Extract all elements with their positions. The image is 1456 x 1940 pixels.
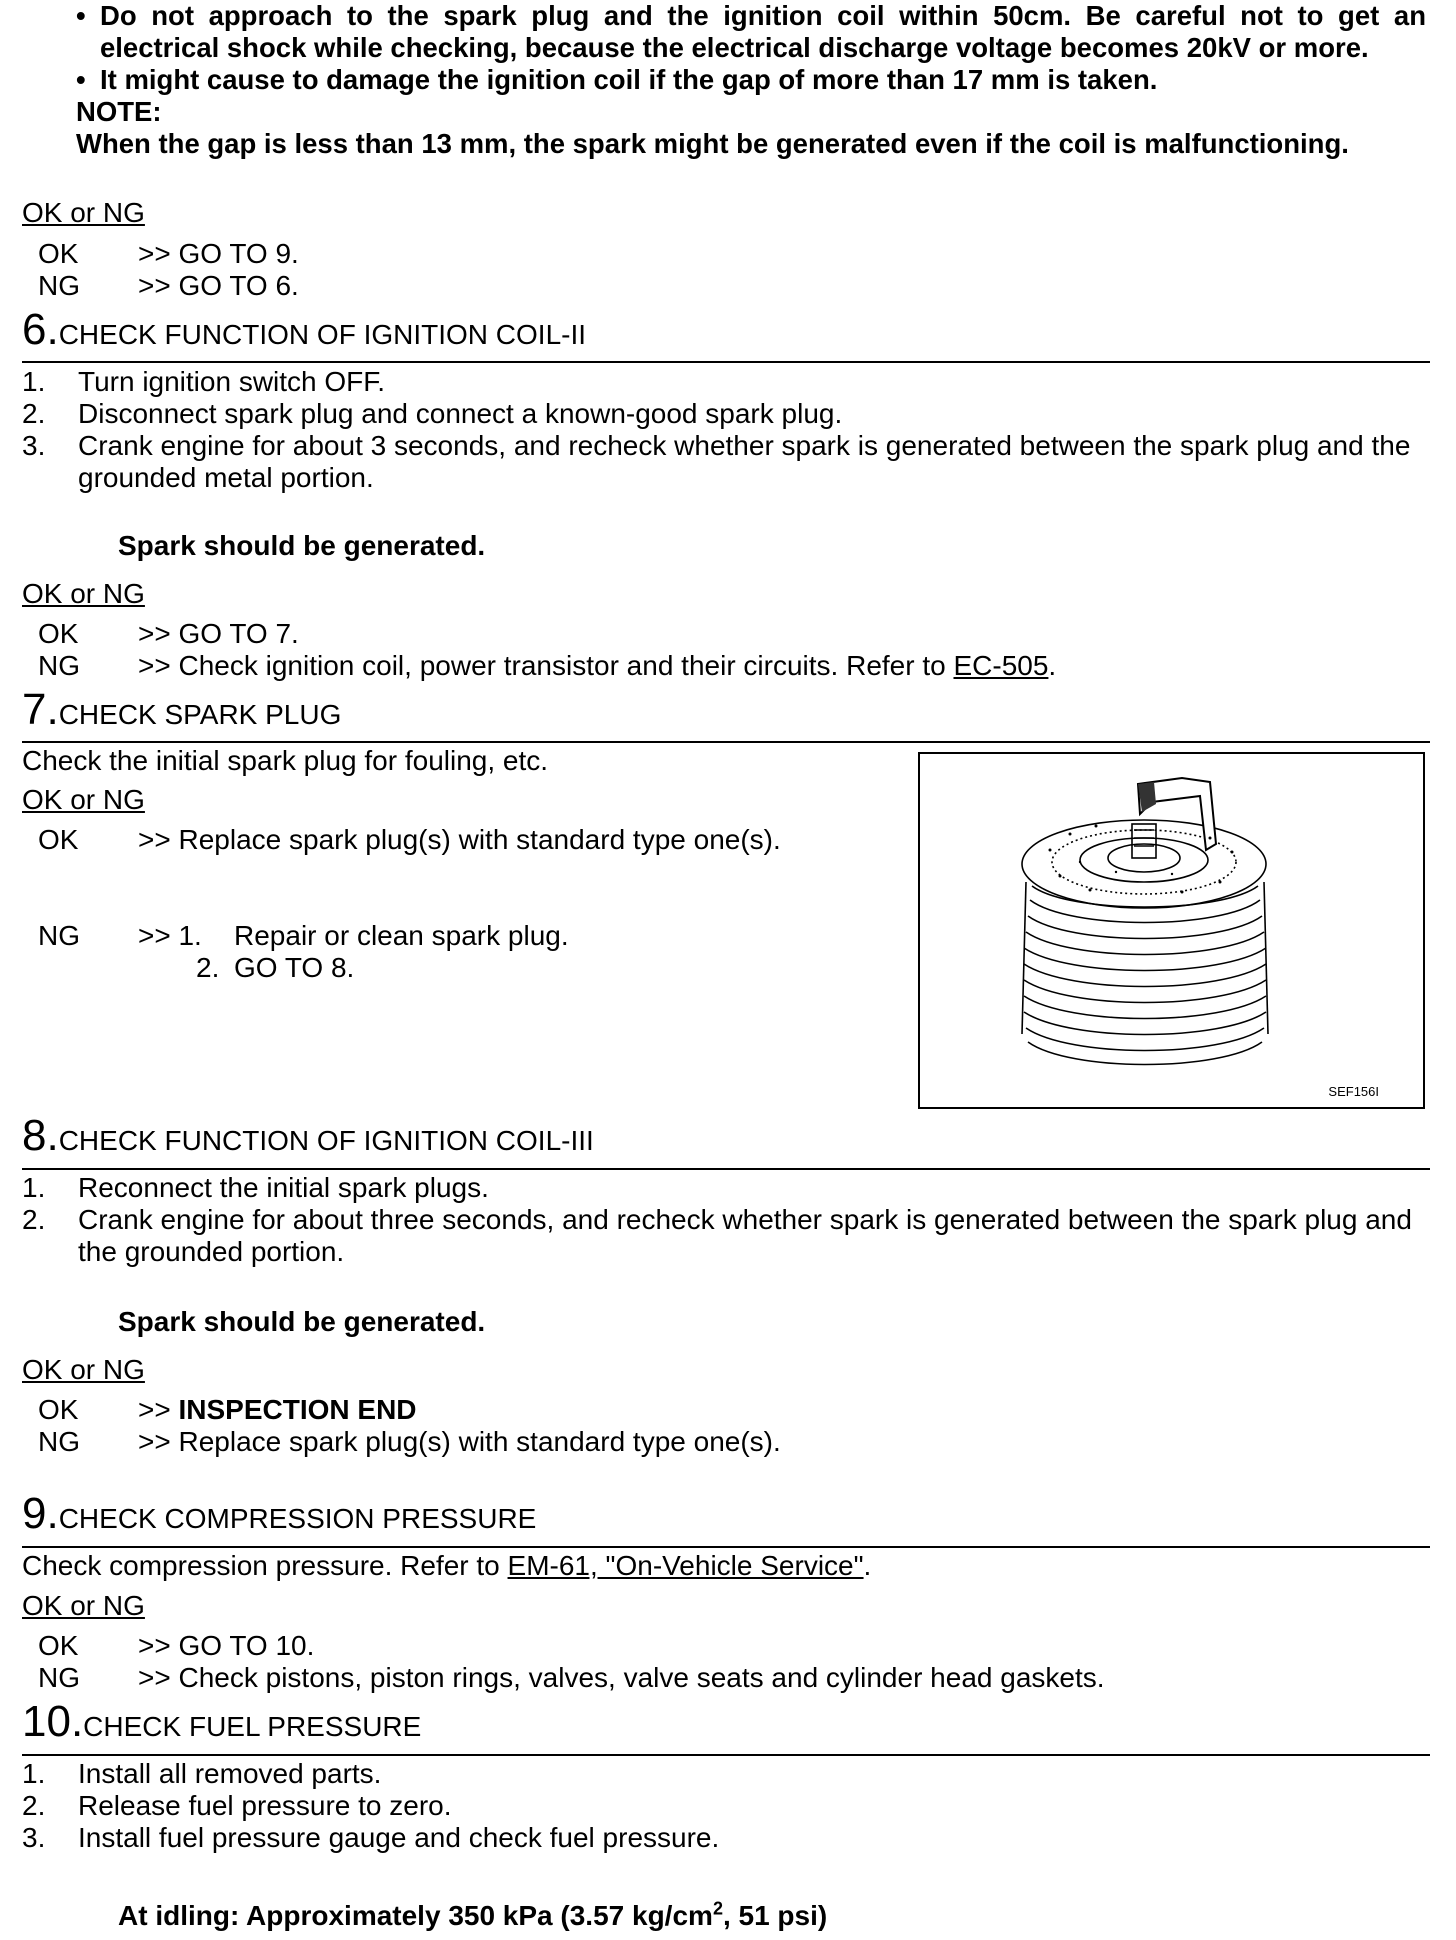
fuel-pressure-spec: At idling: Approximately 350 kPa (3.57 $kg/cm^2$, 51 psi) [118, 1898, 828, 1931]
result-ng: NG >> Replace spark plug(s) with standard type one(s). [38, 1426, 781, 1457]
spark-plug-figure [918, 752, 1425, 1109]
note-label: NOTE: [76, 96, 162, 127]
result-ng-sub: 2. GO TO 8. [196, 952, 355, 983]
ok-or-ng-heading: OK or NG [22, 578, 145, 609]
step-8-heading: 8.CHECK FUNCTION OF IGNITION COIL-III [22, 1111, 594, 1160]
divider [22, 741, 1430, 743]
note-text: When the gap is less than 13 mm, the spark might be generated even if the coil is malfunctioning. [76, 128, 1349, 159]
result-ng: NG >> Check ignition coil, power transistor and their circuits. Refer to EC-505. [38, 650, 1057, 681]
result-ng: NG >> GO TO 6. [38, 270, 299, 301]
divider [22, 1546, 1430, 1548]
step-7-heading: 7.CHECK SPARK PLUG [22, 685, 342, 734]
spec-text: Spark should be generated. [118, 530, 486, 561]
ec-505-link[interactable]: EC-505 [953, 650, 1049, 681]
step-6-heading: 6.CHECK FUNCTION OF IGNITION COIL-II [22, 305, 587, 354]
ok-or-ng-heading: OK or NG [22, 784, 145, 815]
result-ok: OK >> Replace spark plug(s) with standard type one(s). [38, 824, 781, 855]
spark-plug-illustration [920, 754, 1423, 1107]
caution-bullet-1: • Do not approach to the spark plug and the ignition coil within 50cm. Be careful not to get an electrical shock while checking, because the electrical discharge voltage becomes 20kV or more. [76, 0, 1426, 63]
step-9-heading: 9.CHECK COMPRESSION PRESSURE [22, 1489, 537, 1538]
result-ok: OK >> GO TO 7. [38, 618, 299, 649]
step-10-heading: 10.CHECK FUEL PRESSURE [22, 1697, 422, 1746]
divider [22, 1168, 1430, 1170]
caution-block [56, 0, 1426, 160]
result-ok: OK >> GO TO 9. [38, 238, 299, 269]
spec-text: Spark should be generated. [118, 1306, 486, 1337]
ok-or-ng-heading: OK or NG [22, 1354, 145, 1385]
step-7-text: Check the initial spark plug for fouling, etc. [22, 745, 549, 776]
figure-id: SEF156I [1328, 1084, 1379, 1099]
result-ok: OK >> INSPECTION END [38, 1394, 417, 1425]
caution-bullet-2: • It might cause to damage the ignition coil if the gap of more than 17 mm is taken. [76, 64, 1158, 95]
ok-or-ng-heading: OK or NG [22, 197, 145, 228]
result-ng: NG >> 1. Repair or clean spark plug. [38, 920, 569, 951]
ok-or-ng-heading: OK or NG [22, 1590, 145, 1621]
step-9-text: Check compression pressure. Refer to EM-61, "On-Vehicle Service". [22, 1550, 872, 1581]
divider [22, 361, 1430, 363]
result-ok: OK >> GO TO 10. [38, 1630, 315, 1661]
result-ng: NG >> Check pistons, piston rings, valves, valve seats and cylinder head gaskets. [38, 1662, 1105, 1693]
em-61-link[interactable]: EM-61, "On-Vehicle Service" [507, 1550, 864, 1581]
divider [22, 1754, 1430, 1756]
